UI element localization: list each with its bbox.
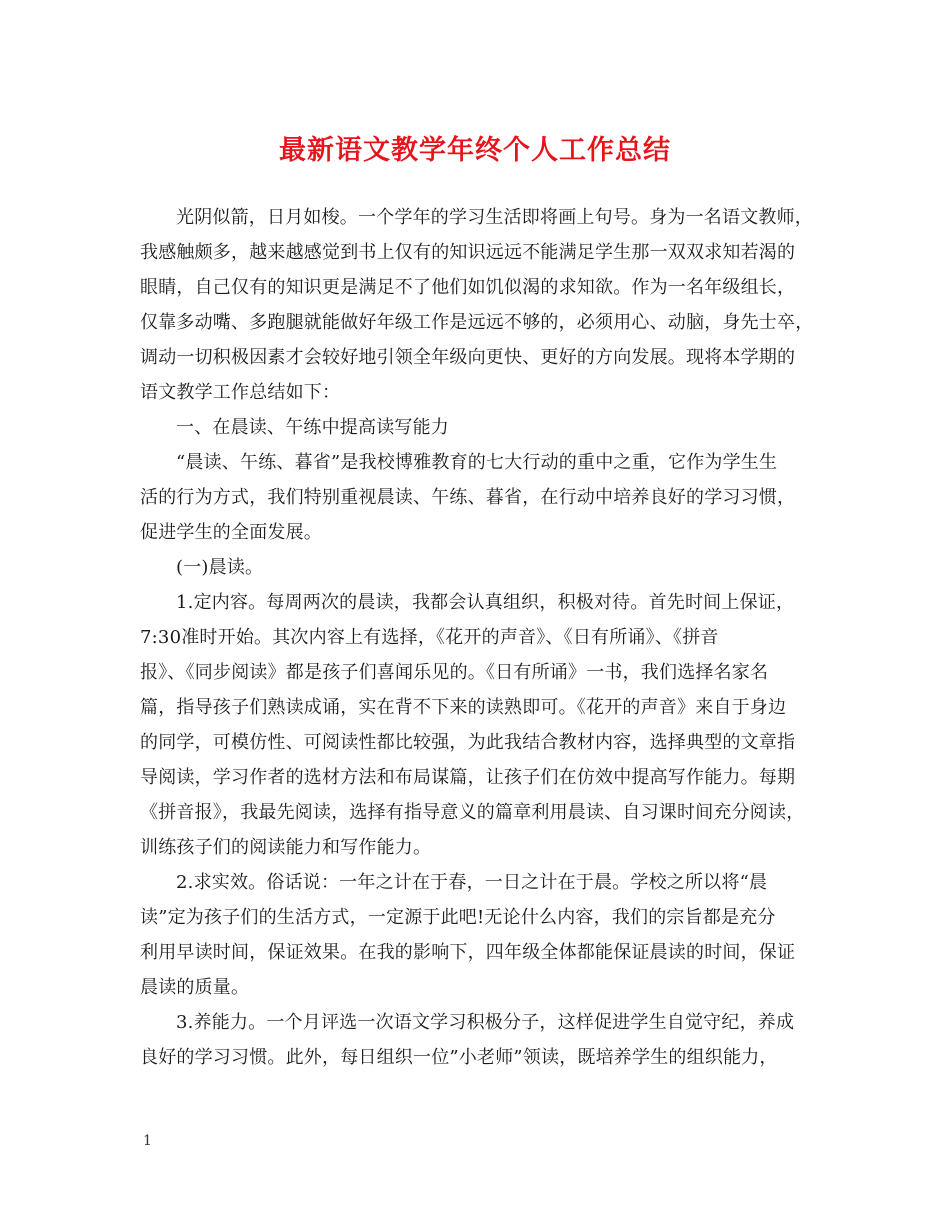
section-heading: 一、在晨读、午练中提高读写能力	[176, 417, 449, 438]
text-line: 报》、《同步阅读》都是孩子们喜闻乐见的。《日有所诵》一书，我们选择名家名	[140, 662, 769, 683]
text-line: 的同学，可模仿性、可阅读性都比较强，为此我结合教材内容，选择典型的文章指	[140, 732, 796, 753]
subsection-heading: (一)晨读。	[176, 557, 264, 578]
text-line: 光阴似箭，日月如梭。一个学年的学习生活即将画上句号。身为一名语文教师，	[176, 207, 813, 228]
text-line: 活的行为方式，我们特别重视晨读、午练、暮省，在行动中培养良好的学习习惯，	[140, 487, 796, 508]
text-line: 利用早读时间，保证效果。在我的影响下，四年级全体都能保证晨读的时间，保证	[140, 942, 796, 963]
text-line: 语文教学工作总结如下：	[140, 382, 341, 403]
text-line: 读”定为孩子们的生活方式，一定源于此吧!无论什么内容，我们的宗旨都是充分	[140, 907, 776, 928]
text-line: 我感触颇多，越来越感觉到书上仅有的知识远远不能满足学生那一双双求知若渴的	[140, 242, 796, 263]
text-line: 7:30准时开始。其次内容上有选择，《花开的声音》、《日有所诵》、《拼音	[140, 627, 719, 648]
text-line: 眼睛，自己仅有的知识更是满足不了他们如饥似渴的求知欲。作为一名年级组长，	[140, 277, 796, 298]
text-line: 晨读的质量。	[140, 977, 250, 998]
text-line: 促进学生的全面发展。	[140, 522, 322, 543]
text-line: 良好的学习习惯。此外，每日组织一位”小老师”领读，既培养学生的组织能力，	[140, 1047, 778, 1068]
text-line: 3.养能力。一个月评选一次语文学习积极分子，这样促进学生自觉守纪，养成	[176, 1012, 795, 1033]
document-title: 最新语文教学年终个人工作总结	[279, 135, 671, 166]
text-line: “晨读、午练、暮省”是我校博雅教育的七大行动的重中之重，它作为学生生	[176, 452, 778, 473]
text-line: 导阅读，学习作者的选材方法和布局谋篇，让孩子们在仿效中提高写作能力。每期	[140, 767, 796, 788]
text-line: 篇，指导孩子们熟读成诵，实在背不下来的读熟即可。《花开的声音》来自于身边	[140, 697, 787, 718]
text-line: 《拼音报》，我最先阅读，选择有指导意义的篇章利用晨读、自习课时间充分阅读，	[140, 802, 805, 823]
text-line: 2.求实效。俗话说：一年之计在于春，一日之计在于晨。学校之所以将“晨	[176, 872, 768, 893]
page-number: 1	[143, 1133, 152, 1149]
text-line: 仅靠多动嘴、多跑腿就能做好年级工作是远远不够的，必须用心、动脑，身先士卒，	[140, 312, 814, 333]
text-line: 调动一切积极因素才会较好地引领全年级向更快、更好的方向发展。现将本学期的	[140, 347, 796, 368]
text-line: 训练孩子们的阅读能力和写作能力。	[140, 837, 432, 858]
text-line: 1.定内容。每周两次的晨读，我都会认真组织，积极对待。首先时间上保证，	[176, 592, 795, 613]
